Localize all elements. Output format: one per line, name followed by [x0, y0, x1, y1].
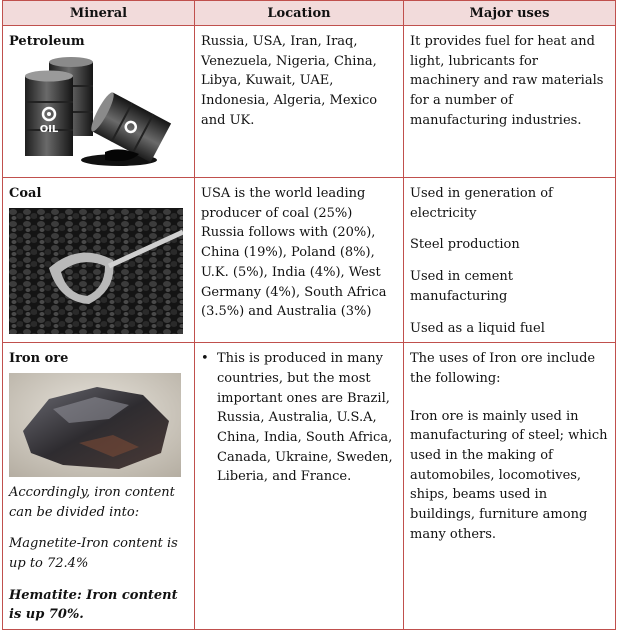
use-item: The uses of Iron ore include the following:: [410, 351, 596, 386]
iron-ore-rock-image: [9, 373, 181, 477]
mineral-cell: [3, 178, 195, 343]
iron-note: Accordingly, iron content can be divided into:: [9, 484, 175, 520]
use-item: It provides fuel for heat and light, lubricants for machinery and raw materials for a number of manufacturing industries.: [410, 34, 604, 128]
location-cell: [195, 343, 404, 630]
header-location: Location: [195, 1, 404, 26]
uses-cell: [404, 26, 616, 178]
bullet-marker: •: [201, 351, 209, 367]
mineral-name: Coal: [9, 186, 42, 201]
mineral-name: Petroleum: [9, 34, 85, 49]
uses-cell: [404, 343, 616, 630]
iron-note: Magnetite-Iron content is up to 72.4%: [9, 536, 178, 572]
mineral-cell: [3, 26, 195, 178]
use-item: Used in generation of electricity: [410, 186, 553, 221]
location-text: USA is the world leading producer of coal (25%) Russia follows with (20%), China (19%), Poland (8%), U.K. (5%), India (4%), West Germany (4%), South Africa (3.5%) and Australia (3%): [201, 186, 387, 320]
uses-cell: [404, 178, 616, 343]
iron-note: Hematite: Iron content is up 70%.: [9, 587, 178, 623]
header-row: [3, 1, 616, 26]
location-text: Russia, USA, Iran, Iraq, Venezuela, Nigeria, China, Libya, Kuwait, UAE, Indonesia, Algeria, Mexico and UK.: [201, 34, 378, 128]
location-cell: [195, 26, 404, 178]
coal-shovel-image: [9, 208, 183, 334]
table-row: [3, 343, 616, 630]
location-text: This is produced in many countries, but the most important ones are Brazil, Russia, Australia, U.S.A, China, India, South Africa, Canada, Ukraine, Sweden, Liberia, and France.: [217, 351, 393, 485]
table-row: [3, 26, 616, 178]
table-row: [3, 178, 616, 343]
minerals-table: [2, 0, 616, 630]
mineral-name: Iron ore: [9, 351, 69, 367]
barrel-label-text: OIL: [39, 123, 59, 135]
use-item: Steel production: [410, 237, 520, 253]
mineral-cell: [3, 343, 195, 630]
use-item: Used as a liquid fuel: [410, 320, 545, 336]
use-item: Used in cement manufacturing: [410, 269, 514, 304]
header-mineral: Mineral: [3, 1, 195, 26]
use-item: Iron ore is mainly used in manufacturing of steel; which used in the making of automobiles, locomotives, ships, beams used in buildings, furniture among many others.: [410, 408, 608, 542]
location-cell: [195, 178, 404, 343]
oil-barrels-image: [9, 56, 179, 168]
header-major-uses: Major uses: [404, 1, 616, 26]
